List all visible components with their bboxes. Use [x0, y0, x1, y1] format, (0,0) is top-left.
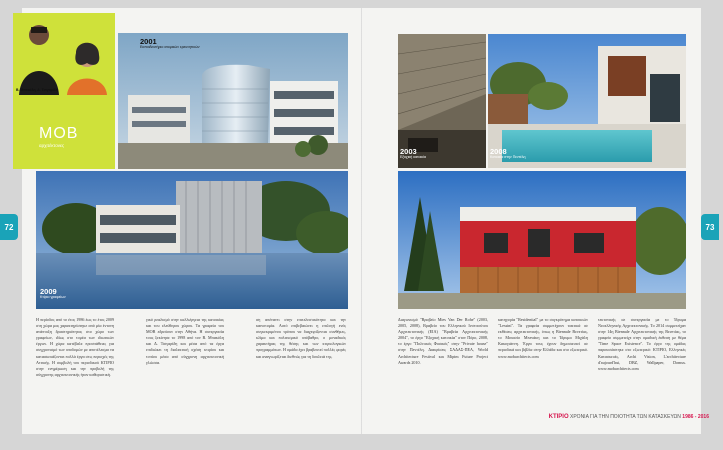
photo-red-house [398, 171, 686, 309]
footer [549, 414, 709, 420]
page-number-left: 72 [0, 214, 18, 240]
caption-2001-text: Εκπαιδευτήριο ατομικών ερευνητικών [140, 44, 200, 49]
caption-2009 [40, 288, 66, 300]
photo-2001-school [118, 33, 348, 169]
text-column-3: ση απέναντι στην επιτελεστικότητα και την καινοτομία. Αυτό επιβεβαιώνει η επιλογή ενός συγκεκριμένου τρόπου να διαχειρίζονται συνθήκες, κλίμα και πολιτισμικό υπόβαθρο, ο μοναδικός χαρακτήρας της θέσης και των κτιριολογικών προγραμμάτων. Η ομάδα έχει βραβευτεί πολλές φορές και αναγνωρίζεται διεθνώς για τη δουλειά της. [256, 317, 346, 359]
caption-2009-text: Κτίριο γραφείων [40, 294, 66, 299]
right-page [362, 8, 701, 434]
caption-2008-year: 2008 [490, 147, 507, 156]
caption-2003 [400, 148, 426, 160]
mob-logo-subtitle: αρχιτέκτονες [39, 143, 65, 148]
left-page [16, 8, 361, 434]
caption-2003-text: Εξοχική κατοικία [400, 154, 426, 159]
caption-2001 [140, 38, 200, 50]
text-column-1: Η περίοδος από το έτος 1986 έως το έτος 2009 στη χώρα μας χαρακτηρίστηκε από μία έντονη ανάπτυξη δραστηριότητας στο χώρο των γραφείων, ιδίως στο τομέα των ιδιωτικών έργων. Η χώρα κατέβαλε προσπάθειες για συγχρονισμό των υποδομών με αποτέλεσμα να κατασκευάζονται πολλά έργα στις περιοχές της Αττικής. Η συμβολή του περιοδικού ΚΤΙΡΙΟ στην ενημέρωση και την προβολή της σύγχρονης αρχιτεκτονικής ήταν καθοριστική. [36, 317, 114, 377]
mob-logo: ΜΟΒ [39, 125, 79, 142]
portrait-caption: Β. Μπακόλη, Δ. Τσιγαρίδη [16, 88, 58, 92]
footer-section: ΧΡΟΝΙΑ ΓΙΑ ΤΗΝ ΠΟΙΟΤΗΤΑ ΤΩΝ ΚΑΤΑΣΚΕΥΩΝ [570, 414, 681, 420]
caption-2003-year: 2003 [400, 147, 417, 156]
caption-2009-year: 2009 [40, 287, 57, 296]
text-column-2: γικό ρεαλισμό στην καλλιέργεια της κατοικίας και του ελεύθερου χώρου. Τα γραφεία του ΜΟΒ εδρεύουν στην Αθήνα. Η συνεργασία τους ξεκίνησε το 1998 από τον Β. Μπακόλη και Δ. Τσιγαρίδη και μέσα από τα έργα επιδιώκει τη διαλεκτική σχέση κτιρίου και τοπίου μέσα από σύγχρονη αρχιτεκτονική γλώσσα. [146, 317, 224, 365]
caption-2001-year: 2001 [140, 37, 157, 46]
text-column-5: κατηγορία "Residential" με το συγκρότημα κατοικιών "Lessini". Τα γραφεία συμμετέχουν τακτικά σε εκθέσεις αρχιτεκτονικής, όπως η Biennale Βενετίας, το Μουσείο Μπενάκη και το Ίδρυμα Μιχάλη Κακογιάννη. Έργα τους έχουν δημοσιευτεί σε περιοδικά και βιβλία στην Ελλάδα και στο εξωτερικό. www.mobarchitects.com [498, 317, 588, 359]
footer-range: 1986 - 2016 [682, 414, 709, 420]
caption-2008 [490, 148, 526, 160]
caption-2008-text: Κατοικία στην Πεντέλη [490, 154, 526, 159]
architects-portrait [13, 13, 115, 95]
text-column-4: Διαγωνισμό "Βραβείο Mies Van Der Rohe" (2003, 2005, 2008), Βραβείο του Ελληνικού Ινστιτούτου Αρχιτεκτονικής (ΕΙΑ) "Βραβεία Αρχιτεκτονικής 2004", το έργο "Εξοχική κατοικία" στον Πόρο, 2008, το έργο "Πολιτικός Φυσικός" στην "Private house" στην Πεντέλη. Διακρίσεις ΣΑΔΑΣ-ΠΕΑ, World Architecture Festival και Mipim Future Project Awards 2010. [398, 317, 488, 365]
photo-2009-office [36, 171, 348, 309]
page-number-right: 73 [701, 214, 719, 240]
mob-logo-block [13, 95, 115, 169]
footer-brand: ΚΤΙΡΙΟ [548, 414, 569, 420]
text-column-6: τεκτονικής σε συνεργασία με το Ίδρυμα Νεοελληνικής Αρχιτεκτονικής. Το 2014 συμμετείχαν στην 14η Biennale Αρχιτεκτονικής της Βενετίας, το γραφείο συμμετείχε στην ομαδική έκθεση με θέμα "Time Space Existence". Το έργο της ομάδας παρουσιάστηκε στο εξωτερικό: ΚΤΙΡΙΟ, Ελληνικές Κατασκευές, Archi Vision, L'architecture d'aujourd'hui, DBZ, Wallpaper, Domus. www.mobarchitects.com [598, 317, 686, 371]
